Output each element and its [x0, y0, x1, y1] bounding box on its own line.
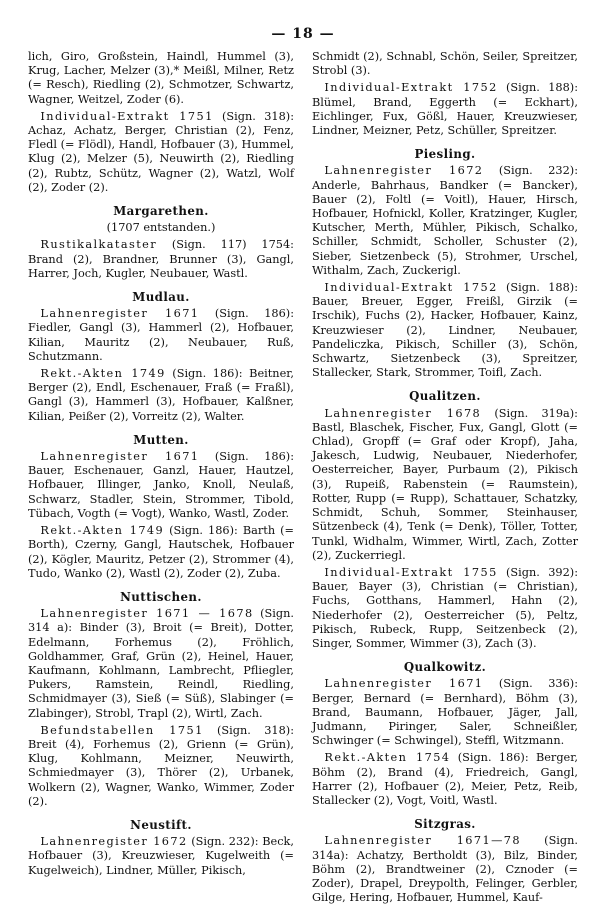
entry-title: Lahnenregister 1678 — [324, 406, 482, 420]
left-intro-extract — [28, 110, 294, 195]
text-columns — [28, 50, 578, 908]
entry-body: (Sign. 232): Beck, Hofbauer (3), Kreuzwieser, Kugelweith (= Kugelweich), Lindner, Müller, Pikisch, — [28, 835, 294, 877]
section-heading-mutten: Mutten. — [133, 432, 189, 447]
entry-title: Individual-Extrakt 1755 — [324, 565, 498, 579]
entry-title: Rekt.-Akten 1754 — [324, 751, 451, 765]
entry-body: (Sign. 186): Fiedler, Gangl (3), Hammerl (2), Hofbauer, Kilian, Mauritz (2), Neubauer, Ruß, Schutzmann. — [28, 307, 295, 363]
entry-qualkowitz-1 — [312, 677, 578, 748]
entry-title: Rustikalkataster — [40, 238, 158, 252]
left-column — [28, 50, 294, 881]
section-heading-piesling: Piesling. — [414, 147, 476, 162]
entry-title: Lahnenregister 1671 — 1678 — [40, 607, 254, 621]
entry-body: (Sign. 186): Bauer, Eschenauer, Ganzl, Hauer, Hautzel, Hofbauer, Illinger, Janko, Knoll, Neulaß, Schwarz, Stadler, Stein, Strommer, Tibold, Tübach, Vogth (= Vogt), Wanko, Wastl, Zoder. — [28, 450, 295, 520]
right-intro-extract — [312, 81, 578, 138]
entry-title: Individual-Extrakt 1752 — [324, 281, 498, 295]
entry-body: (Sign. 186): Berger, Böhm (2), Brand (4), Friedreich, Gangl, Harrer (2), Hofbauer (2), Meier, Petz, Reib, Stallecker (2), Vogt, Voitl, Wastl. — [312, 751, 578, 807]
entry-title: Rekt.-Akten 1749 — [40, 367, 166, 381]
section-heading-qualkowitz: Qualkowitz. — [403, 660, 487, 675]
entry-mudlau-2 — [28, 367, 294, 424]
entry-title: Lahnenregister 1671 — [324, 677, 484, 691]
section-note: (1707 entstanden.) — [106, 221, 216, 235]
entry-mutten-2 — [28, 524, 294, 581]
entry-sitzgras-1 — [312, 834, 578, 905]
entry-title: Individual-Extrakt 1751 — [40, 109, 214, 123]
entry-body: (Sign. 336): Berger, Bernard (= Bernhard), Böhm (3), Brand, Baumann, Hofbauer, Jäger, Jall, Judmann, Piringer, Saler, Schneißler, Schwinger (= Schwingel), Steffl, Witzmann. — [312, 677, 579, 748]
entry-piesling-2 — [312, 281, 578, 380]
entry-body: (Sign. 186): Barth (= Borth), Czerny, Gangl, Hautschek, Hofbauer (2), Kögler, Mauritz, Petzer (2), Strommer (4), Tudo, Wanko (2), Wastl (2), Zoder (2), Zuba. — [28, 524, 294, 580]
entry-body: (Sign. 232): Anderle, Bahrhaus, Bandker (= Bancker), Bauer (2), Foltl (= Voitl), Hauer, Hirsch, Hofbauer, Hofnickl, Koller, Kratzinger, Kugler, Kutscher, Merth, Mühler, Pikisch, Schalko, Schiller, Schmidt, Scholler, Schuster (2), Sieber, Sietzenbeck (5), Strohmer, Urschel, Withalm, Zach, Zuckerigl. — [312, 164, 579, 277]
section-heading-nuttischen: Nuttischen. — [120, 589, 202, 604]
section-heading-mudlau: Mudlau. — [132, 290, 190, 305]
entry-mudlau-1 — [28, 307, 294, 364]
entry-mutten-1 — [28, 450, 294, 521]
entry-qualitzen-2 — [312, 566, 578, 651]
entry-title: Befundstabellen 1751 — [40, 723, 204, 737]
entry-body: (Sign. 188): Blümel, Brand, Eggerth (= Eckhart), Eichlinger, Fux, Gößl, Hauer, Kreuzwieser, Lindner, Meizner, Petz, Schüller, Spreitzer. — [312, 81, 579, 138]
section-heading-margarethen: Margarethen. — [113, 204, 209, 219]
entry-body: (Sign. 319a): Bastl, Blaschek, Fischer, Fux, Gangl, Glott (= Chlad), Gropff (= Graf oder Kropf), Jaha, Jakesch, Ludwig, Neubauer, Niederhofer, Oesterreicher, Bayer, Purbaum (2), Pikisch (3), Rupeiß, Rabenstein (= Raumstein), Rotter, Rupp (= Rupp), Schattauer, Schatzky, Schmidt, Schuh, Sommer, Steinhauser, Sützenbeck (4), Tenk (= Denk), Töller, Totter, Tunkl, Widhalm, Wimmer, Wirtl, Zach, Zotter (2), Zuckerriegl. — [312, 406, 578, 562]
entry-neustift-1 — [28, 835, 294, 878]
entry-nuttischen-1 — [28, 607, 294, 721]
entry-body: (Sign. 117) 1754: Brand (2), Brandner, Brunner (3), Gangl, Harrer, Joch, Kugler, Neubauer, Wastl. — [28, 238, 294, 280]
entry-piesling-1 — [312, 164, 578, 278]
entry-body: (Sign. 186): Beitner, Berger (2), Endl, Eschenauer, Fraß (= Fraßl), Gangl (3), Hammerl (3), Hofbauer, Kalßner, Kilian, Peißer (2), Vorreitz (2), Walter. — [28, 367, 295, 423]
entry-body: (Sign. 318): Breit (4), Forhemus (2), Grienn (= Grün), Klug, Kohlmann, Meizner, Neuwirth, Schmiedmayer (3), Thörer (2), Urbanek, Wolkern (2), Wagner, Wanko, Wimmer, Zoder (2). — [28, 723, 295, 808]
section-heading-neustift: Neustift. — [130, 817, 192, 832]
entry-qualitzen-1 — [312, 407, 578, 563]
page-number: — 18 — — [271, 26, 335, 42]
entry-title: Lahnenregister 1672 — [324, 164, 484, 178]
entry-title: Lahnenregister 1671 — [40, 450, 200, 464]
entry-body: (Sign. 314 a): Binder (3), Broit (= Breit), Dotter, Edelmann, Forhemus (2), Fröhlich, Goldhammer, Graf, Grün (2), Heinel, Hauer, Kaufmann, Kohlmann, Lambrecht, Pfliegler, Pukers, Ramstein, Reindl, Riedling, Schmidmayer (3), Sieß (= Süß), Slabinger (= Zlabinger), Strobl, Trapl (2), Wirtl, Zach. — [28, 607, 294, 720]
entry-qualkowitz-2 — [312, 751, 578, 808]
entry-title: Lahnenregister 1671 — [40, 307, 200, 321]
entry-body: (Sign. 318): Achaz, Achatz, Berger, Christian (2), Fenz, Fledl (= Flödl), Handl, Hofbauer (3), Hummel, Klug (2), Melzer (5), Neuwirth (2), Riedling (2), Rubtz, Schütz, Wagner (2), Watzl, Wolf (2), Zoder (2). — [28, 109, 295, 194]
section-heading-qualitzen: Qualitzen. — [409, 389, 481, 404]
left-intro: lich, Giro, Großstein, Haindl, Hummel (3), Krug, Lacher, Melzer (3),* Meißl, Milner, Retz (= Resch), Riedling (2), Schmotzer, Schwartz, Wagner, Weitzel, Zoder (6). — [28, 50, 294, 106]
entry-margarethen-1 — [28, 238, 294, 281]
right-column — [312, 50, 578, 908]
entry-title: Lahnenregister 1672 — [40, 835, 188, 849]
entry-body: (Sign. 188): Bauer, Breuer, Egger, Freißl, Girzik (= Irschik), Fuchs (2), Hacker, Hofbauer, Kainz, Kreuzwieser (2), Lindner, Neubauer, Pandeliczka, Pikisch, Schiller (3), Schön, Schwartz, Sietzenbeck (3), Spreitzer, Stallecker, Stark, Strommer, Toifl, Zach. — [312, 281, 579, 380]
entry-title: Individual-Extrakt 1752 — [324, 81, 498, 95]
entry-title: Lahnenregister 1671—78 — [324, 834, 521, 848]
section-heading-sitzgras: Sitzgras. — [414, 817, 476, 832]
entry-nuttischen-2 — [28, 724, 294, 809]
entry-body: (Sign. 392): Bauer, Bayer (3), Christian (= Christian), Fuchs, Gotthans, Hammerl, Hahn (2), Niederhofer (2), Oesterreicher (5), Peltz, Pikisch, Rubeck, Rupp, Seitzenbeck (2), Singer, Sommer, Wimmer (3), Zach (3). — [312, 565, 579, 650]
entry-body: (Sign. 314a): Achatzy, Bertholdt (3), Bilz, Binder, Böhm (2), Brandtweiner (2), Cznoder (= Zoder), Drapel, Dreypolth, Felinger, Gerbler, Gilge, Hering, Hofbauer, Hummel, Kauf- — [312, 834, 579, 905]
entry-title: Rekt.-Akten 1749 — [40, 524, 165, 538]
right-intro: Schmidt (2), Schnabl, Schön, Seiler, Spreitzer, Strobl (3). — [312, 50, 578, 78]
